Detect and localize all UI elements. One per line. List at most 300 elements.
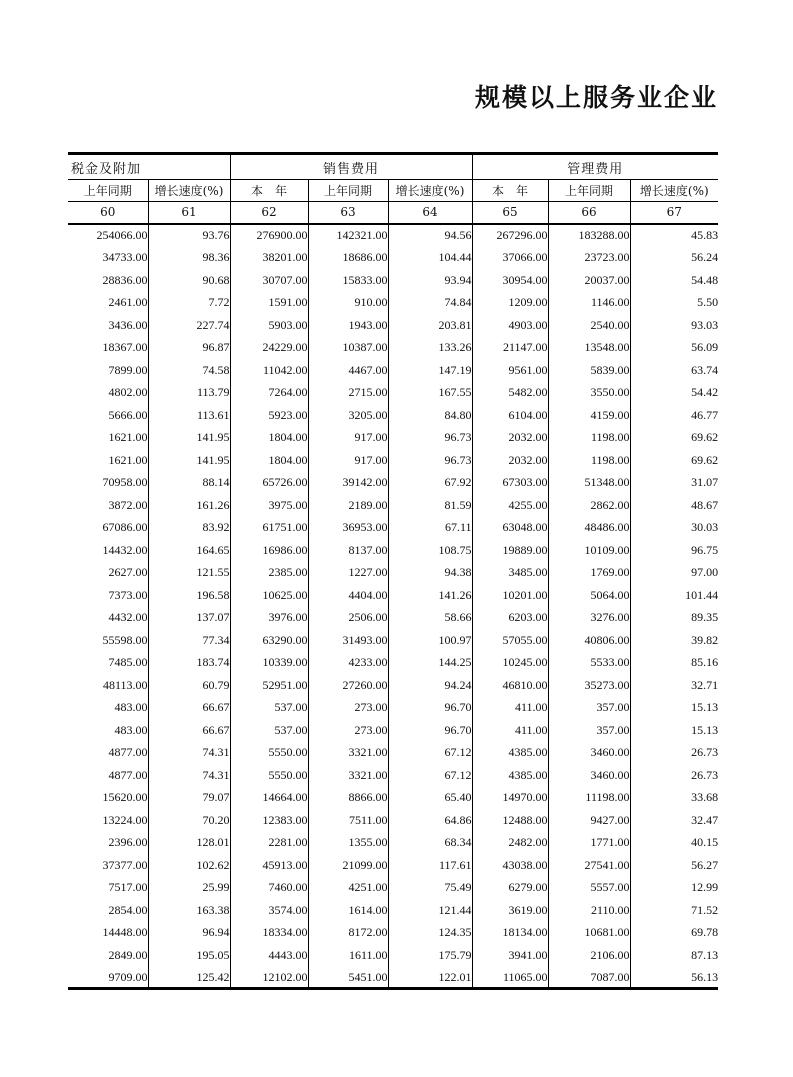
table-cell: 54.42	[630, 381, 718, 404]
table-cell: 5550.00	[230, 764, 308, 787]
table-row	[68, 786, 718, 809]
table-cell: 37066.00	[472, 246, 548, 269]
table-cell: 5533.00	[548, 651, 630, 674]
table-cell: 14432.00	[102, 542, 148, 557]
table-cell: 96.75	[630, 539, 718, 562]
column-number-cell: 61	[148, 202, 230, 224]
table-cell: 6203.00	[472, 606, 548, 629]
table-cell: 196.58	[148, 584, 230, 607]
table-cell: 2110.00	[548, 899, 630, 922]
table-cell: 4802.00	[108, 385, 148, 400]
table-cell: 20037.00	[548, 269, 630, 292]
table-cell: 3941.00	[472, 944, 548, 967]
table-cell: 2506.00	[308, 606, 388, 629]
table-row	[68, 336, 718, 359]
table-cell: 67.92	[388, 471, 472, 494]
table-cell: 97.00	[630, 561, 718, 584]
table-cell: 183288.00	[548, 224, 630, 247]
table-cell: 96.73	[388, 426, 472, 449]
table-cell: 2482.00	[472, 831, 548, 854]
table-cell: 3205.00	[308, 404, 388, 427]
table-cell: 1621.00	[108, 452, 148, 467]
table-cell: 104.44	[388, 246, 472, 269]
table-cell: 10201.00	[472, 584, 548, 607]
header-group-cell: 销售费用	[230, 154, 472, 180]
table-row	[68, 269, 718, 292]
table-cell: 100.97	[388, 629, 472, 652]
table-cell: 2032.00	[472, 449, 548, 472]
table-cell: 67.12	[388, 741, 472, 764]
table-cell: 65.40	[388, 786, 472, 809]
table-cell: 3976.00	[230, 606, 308, 629]
table-cell: 910.00	[308, 291, 388, 314]
table-row	[68, 584, 718, 607]
table-cell: 2281.00	[230, 831, 308, 854]
table-cell: 357.00	[548, 696, 630, 719]
table-cell: 79.07	[148, 786, 230, 809]
table-row	[68, 696, 718, 719]
table-cell: 121.44	[388, 899, 472, 922]
table-cell: 273.00	[308, 719, 388, 742]
table-cell: 6104.00	[472, 404, 548, 427]
document-page	[68, 0, 718, 990]
table-cell: 69.78	[630, 921, 718, 944]
header-cell: 增长速度(%)	[148, 180, 230, 202]
table-cell: 537.00	[230, 719, 308, 742]
table-cell: 51348.00	[548, 471, 630, 494]
table-cell: 5482.00	[472, 381, 548, 404]
table-cell: 7517.00	[108, 880, 148, 895]
table-cell: 14448.00	[102, 925, 148, 940]
table-cell: 15620.00	[102, 790, 148, 805]
table-cell: 19889.00	[472, 539, 548, 562]
table-cell: 14970.00	[472, 786, 548, 809]
table-cell: 74.84	[388, 291, 472, 314]
table-cell: 267296.00	[472, 224, 548, 247]
table-cell: 5.50	[630, 291, 718, 314]
header-group-row	[68, 154, 718, 180]
table-row	[68, 404, 718, 427]
page-title: 规模以上服务业企业	[474, 83, 718, 112]
table-row	[68, 471, 718, 494]
table-cell: 1611.00	[308, 944, 388, 967]
header-cell: 增长速度(%)	[630, 180, 718, 202]
table-cell: 94.24	[388, 674, 472, 697]
table-cell: 66.67	[148, 696, 230, 719]
table-cell: 203.81	[388, 314, 472, 337]
table-cell: 12383.00	[230, 809, 308, 832]
table-cell: 141.26	[388, 584, 472, 607]
table-cell: 27541.00	[548, 854, 630, 877]
table-cell: 56.09	[630, 336, 718, 359]
table-cell: 3872.00	[108, 497, 148, 512]
table-cell: 101.44	[630, 584, 718, 607]
table-row	[68, 651, 718, 674]
table-cell: 183.74	[148, 651, 230, 674]
table-cell: 39142.00	[308, 471, 388, 494]
table-cell: 64.86	[388, 809, 472, 832]
table-cell: 5923.00	[230, 404, 308, 427]
table-cell: 5550.00	[230, 741, 308, 764]
table-cell: 14664.00	[230, 786, 308, 809]
table-cell: 70.20	[148, 809, 230, 832]
table-cell: 25.99	[148, 876, 230, 899]
table-cell: 175.79	[388, 944, 472, 967]
table-cell: 46810.00	[472, 674, 548, 697]
table-cell: 26.73	[630, 764, 718, 787]
table-row	[68, 809, 718, 832]
table-cell: 11065.00	[472, 966, 548, 989]
table-cell: 68.34	[388, 831, 472, 854]
table-cell: 55598.00	[102, 632, 148, 647]
table-cell: 3321.00	[308, 741, 388, 764]
table-cell: 18134.00	[472, 921, 548, 944]
table-cell: 1209.00	[472, 291, 548, 314]
table-cell: 483.00	[114, 700, 148, 715]
table-cell: 4255.00	[472, 494, 548, 517]
header-group-cell: 税金及附加	[68, 154, 230, 180]
table-cell: 537.00	[230, 696, 308, 719]
table-cell: 7264.00	[230, 381, 308, 404]
table-cell: 32.47	[630, 809, 718, 832]
table-cell: 147.19	[388, 359, 472, 382]
table-cell: 141.95	[148, 426, 230, 449]
table-cell: 5451.00	[308, 966, 388, 989]
table-cell: 1804.00	[230, 449, 308, 472]
column-number-cell: 63	[308, 202, 388, 224]
table-cell: 411.00	[472, 696, 548, 719]
table-cell: 9709.00	[108, 969, 148, 984]
table-cell: 7087.00	[548, 966, 630, 989]
table-cell: 3550.00	[548, 381, 630, 404]
table-cell: 5064.00	[548, 584, 630, 607]
table-cell: 56.27	[630, 854, 718, 877]
table-cell: 3460.00	[548, 764, 630, 787]
table-row	[68, 516, 718, 539]
table-cell: 40.15	[630, 831, 718, 854]
table-cell: 4159.00	[548, 404, 630, 427]
table-cell: 4443.00	[230, 944, 308, 967]
table-cell: 56.13	[630, 966, 718, 989]
table-cell: 21099.00	[308, 854, 388, 877]
table-cell: 117.61	[388, 854, 472, 877]
table-cell: 3460.00	[548, 741, 630, 764]
table-cell: 113.79	[148, 381, 230, 404]
table-cell: 45913.00	[230, 854, 308, 877]
table-cell: 85.16	[630, 651, 718, 674]
table-cell: 411.00	[472, 719, 548, 742]
table-cell: 12.99	[630, 876, 718, 899]
table-cell: 9427.00	[548, 809, 630, 832]
table-cell: 2540.00	[548, 314, 630, 337]
table-cell: 1769.00	[548, 561, 630, 584]
table-cell: 3574.00	[230, 899, 308, 922]
table-row	[68, 876, 718, 899]
table-cell: 3975.00	[230, 494, 308, 517]
table-cell: 11042.00	[230, 359, 308, 382]
table-cell: 917.00	[308, 449, 388, 472]
table-cell: 93.03	[630, 314, 718, 337]
table-cell: 81.59	[388, 494, 472, 517]
table-cell: 18334.00	[230, 921, 308, 944]
table-cell: 23723.00	[548, 246, 630, 269]
table-cell: 108.75	[388, 539, 472, 562]
table-cell: 46.77	[630, 404, 718, 427]
table-cell: 8172.00	[308, 921, 388, 944]
table-cell: 83.92	[148, 516, 230, 539]
table-cell: 36953.00	[308, 516, 388, 539]
table-cell: 11198.00	[548, 786, 630, 809]
table-cell: 15.13	[630, 696, 718, 719]
table-cell: 1227.00	[308, 561, 388, 584]
table-cell: 195.05	[148, 944, 230, 967]
table-cell: 161.26	[148, 494, 230, 517]
table-cell: 57055.00	[472, 629, 548, 652]
table-body	[68, 224, 718, 989]
table-cell: 30707.00	[230, 269, 308, 292]
table-cell: 96.73	[388, 449, 472, 472]
table-cell: 67.11	[388, 516, 472, 539]
table-cell: 4877.00	[108, 767, 148, 782]
table-cell: 61751.00	[230, 516, 308, 539]
table-cell: 88.14	[148, 471, 230, 494]
table-row	[68, 764, 718, 787]
table-row	[68, 966, 718, 989]
table-cell: 54.48	[630, 269, 718, 292]
table-cell: 63048.00	[472, 516, 548, 539]
table-row	[68, 494, 718, 517]
table-cell: 74.58	[148, 359, 230, 382]
table-cell: 13224.00	[102, 812, 148, 827]
table-cell: 93.76	[148, 224, 230, 247]
table-cell: 1591.00	[230, 291, 308, 314]
table-cell: 5557.00	[548, 876, 630, 899]
table-cell: 96.70	[388, 719, 472, 742]
table-row	[68, 674, 718, 697]
table-cell: 21147.00	[472, 336, 548, 359]
table-cell: 2862.00	[548, 494, 630, 517]
table-cell: 2106.00	[548, 944, 630, 967]
table-row	[68, 246, 718, 269]
table-cell: 7373.00	[108, 587, 148, 602]
table-cell: 31493.00	[308, 629, 388, 652]
table-cell: 1146.00	[548, 291, 630, 314]
table-cell: 4467.00	[308, 359, 388, 382]
table-cell: 121.55	[148, 561, 230, 584]
table-cell: 4251.00	[308, 876, 388, 899]
table-cell: 2032.00	[472, 426, 548, 449]
table-row	[68, 831, 718, 854]
table-cell: 7485.00	[108, 655, 148, 670]
table-cell: 69.62	[630, 449, 718, 472]
table-cell: 27260.00	[308, 674, 388, 697]
table-cell: 102.62	[148, 854, 230, 877]
table-cell: 70958.00	[102, 475, 148, 490]
table-cell: 15833.00	[308, 269, 388, 292]
table-cell: 77.34	[148, 629, 230, 652]
table-cell: 33.68	[630, 786, 718, 809]
table-cell: 4385.00	[472, 764, 548, 787]
table-cell: 1198.00	[548, 449, 630, 472]
table-cell: 34733.00	[102, 250, 148, 265]
table-cell: 128.01	[148, 831, 230, 854]
table-cell: 2627.00	[108, 565, 148, 580]
table-cell: 7460.00	[230, 876, 308, 899]
table-cell: 8866.00	[308, 786, 388, 809]
table-cell: 273.00	[308, 696, 388, 719]
table-cell: 67.12	[388, 764, 472, 787]
statistics-table	[68, 152, 718, 990]
table-row	[68, 224, 718, 247]
table-cell: 31.07	[630, 471, 718, 494]
header-cell: 上年同期	[68, 180, 148, 202]
table-cell: 18367.00	[102, 340, 148, 355]
table-cell: 10339.00	[230, 651, 308, 674]
table-cell: 71.52	[630, 899, 718, 922]
table-cell: 63.74	[630, 359, 718, 382]
table-cell: 3485.00	[472, 561, 548, 584]
table-cell: 2461.00	[108, 295, 148, 310]
table-cell: 5666.00	[108, 407, 148, 422]
table-row	[68, 539, 718, 562]
header-cell: 本 年	[230, 180, 308, 202]
table-row	[68, 741, 718, 764]
table-cell: 144.25	[388, 651, 472, 674]
table-cell: 10625.00	[230, 584, 308, 607]
table-cell: 1198.00	[548, 426, 630, 449]
table-cell: 2854.00	[108, 902, 148, 917]
table-cell: 3321.00	[308, 764, 388, 787]
header-cell: 增长速度(%)	[388, 180, 472, 202]
table-cell: 58.66	[388, 606, 472, 629]
table-row	[68, 719, 718, 742]
column-number-cell: 64	[388, 202, 472, 224]
table-cell: 60.79	[148, 674, 230, 697]
table-row	[68, 606, 718, 629]
table-cell: 7511.00	[308, 809, 388, 832]
table-cell: 74.31	[148, 764, 230, 787]
table-cell: 4903.00	[472, 314, 548, 337]
table-cell: 16986.00	[230, 539, 308, 562]
table-cell: 56.24	[630, 246, 718, 269]
table-cell: 12102.00	[230, 966, 308, 989]
table-cell: 6279.00	[472, 876, 548, 899]
table-cell: 66.67	[148, 719, 230, 742]
table-cell: 10109.00	[548, 539, 630, 562]
table-cell: 164.65	[148, 539, 230, 562]
table-cell: 1771.00	[548, 831, 630, 854]
table-cell: 94.38	[388, 561, 472, 584]
table-cell: 90.68	[148, 269, 230, 292]
table-cell: 254066.00	[96, 228, 148, 243]
table-cell: 84.80	[388, 404, 472, 427]
table-cell: 3436.00	[108, 317, 148, 332]
table-row	[68, 449, 718, 472]
table-row	[68, 561, 718, 584]
table-row	[68, 629, 718, 652]
table-cell: 137.07	[148, 606, 230, 629]
header-group-cell: 管理费用	[472, 154, 718, 180]
table-cell: 48.67	[630, 494, 718, 517]
table-cell: 69.62	[630, 426, 718, 449]
table-row	[68, 854, 718, 877]
table-cell: 39.82	[630, 629, 718, 652]
column-number-cell: 67	[630, 202, 718, 224]
table-row	[68, 291, 718, 314]
table-row	[68, 426, 718, 449]
table-cell: 87.13	[630, 944, 718, 967]
table-cell: 35273.00	[548, 674, 630, 697]
column-number-cell: 65	[472, 202, 548, 224]
table-cell: 98.36	[148, 246, 230, 269]
table-cell: 163.38	[148, 899, 230, 922]
table-cell: 40806.00	[548, 629, 630, 652]
table-cell: 89.35	[630, 606, 718, 629]
table-cell: 125.42	[148, 966, 230, 989]
table-cell: 2715.00	[308, 381, 388, 404]
column-number-cell: 66	[548, 202, 630, 224]
table-cell: 4877.00	[108, 745, 148, 760]
table-cell: 2396.00	[108, 835, 148, 850]
table-cell: 2849.00	[108, 947, 148, 962]
table-cell: 96.94	[148, 921, 230, 944]
table-cell: 67303.00	[472, 471, 548, 494]
table-row	[68, 381, 718, 404]
table-cell: 142321.00	[308, 224, 388, 247]
table-cell: 4233.00	[308, 651, 388, 674]
table-cell: 9561.00	[472, 359, 548, 382]
table-cell: 1355.00	[308, 831, 388, 854]
table-cell: 38201.00	[230, 246, 308, 269]
table-cell: 122.01	[388, 966, 472, 989]
table-cell: 2385.00	[230, 561, 308, 584]
table-cell: 276900.00	[230, 224, 308, 247]
table-cell: 96.87	[148, 336, 230, 359]
table-cell: 45.83	[630, 224, 718, 247]
table-row	[68, 921, 718, 944]
table-cell: 4432.00	[108, 610, 148, 625]
table-cell: 30.03	[630, 516, 718, 539]
column-number-cell: 60	[68, 202, 148, 224]
table-cell: 167.55	[388, 381, 472, 404]
header-cell: 上年同期	[548, 180, 630, 202]
table-cell: 1614.00	[308, 899, 388, 922]
table-cell: 5839.00	[548, 359, 630, 382]
table-cell: 124.35	[388, 921, 472, 944]
table-cell: 94.56	[388, 224, 472, 247]
table-cell: 30954.00	[472, 269, 548, 292]
table-cell: 75.49	[388, 876, 472, 899]
table-cell: 1943.00	[308, 314, 388, 337]
table-cell: 93.94	[388, 269, 472, 292]
table-cell: 4385.00	[472, 741, 548, 764]
table-cell: 133.26	[388, 336, 472, 359]
header-sub-row	[68, 180, 718, 202]
header-cell: 本 年	[472, 180, 548, 202]
table-cell: 18686.00	[308, 246, 388, 269]
table-row	[68, 899, 718, 922]
table-cell: 357.00	[548, 719, 630, 742]
table-cell: 52951.00	[230, 674, 308, 697]
table-cell: 227.74	[148, 314, 230, 337]
table-header	[68, 154, 718, 224]
table-cell: 63290.00	[230, 629, 308, 652]
table-cell: 67086.00	[102, 520, 148, 535]
table-cell: 65726.00	[230, 471, 308, 494]
table-cell: 917.00	[308, 426, 388, 449]
table-cell: 37377.00	[102, 857, 148, 872]
column-number-cell: 62	[230, 202, 308, 224]
